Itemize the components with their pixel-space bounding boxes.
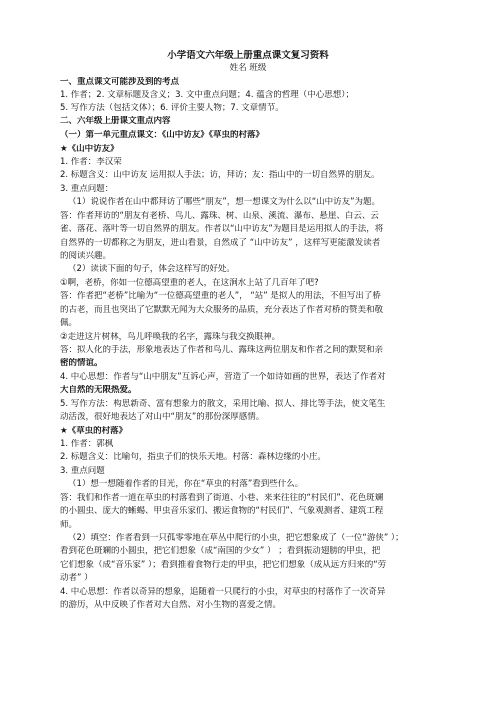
text-line: 1. 作者；2. 文章标题及含义；3. 文中重点问题；4. 蕴含的哲理（中心思想）； [60, 90, 355, 100]
lesson-heading: ★《草虫的村落》 [60, 426, 128, 436]
text-line: 佩。 [60, 318, 78, 328]
text-line: （2）读读下面的句子，体会这样写的好处。 [68, 264, 235, 274]
text-line: ①啊，老桥，你如一位德高望重的老人，在这涧水上站了几百年了吧? [60, 278, 319, 288]
text-line: 5. 写作方法（包括文体）；6. 评价主要人物；7. 文章情节。 [60, 103, 284, 113]
text-line: （2）填空：作者看到一只孤零零地在草丛中爬行的小虫，把它想象成了（一位“游侠” ）； [68, 533, 404, 543]
text-line: 的游历，从中反映了作者对大自然、对小生物的喜爱之情。 [60, 600, 282, 610]
text-line: （1）想一想随着作者的目光，你在“草虫的村落”看到些什么。 [68, 479, 304, 489]
text-line: ②走进这片树林，鸟儿呼唤我的名字，露珠与我交换眼神。 [60, 332, 281, 342]
name-class-line: 姓名 班级 [229, 63, 267, 73]
text-line: 3. 重点问题： [60, 184, 114, 194]
text-line: 答：我们和作者一道在草虫的村落看到了街道、小巷、来来往往的“村民们”、花色斑斓 [60, 493, 384, 503]
text-line: 1. 作者：李汉荣 [60, 157, 122, 167]
text-line: 自然界的一切都称之为朋友，进山看景，自然成了 “山中访友” ，这样写更能激发读者 [60, 238, 381, 248]
text-line: 4. 中心思想：作者与“山中朋友”互诉心声，营造了一个如诗如画的世界，表达了作者对 [60, 372, 386, 382]
text-line: 的阅读兴趣。 [60, 251, 112, 261]
text-line: 5. 写作方法：构思新奇、富有想象力的散文，采用比喻、拟人、排比等手法，使文笔生 [60, 399, 386, 409]
text-line: 动者” ） [60, 573, 93, 583]
text-line: 的小圆虫、庞大的蜥蜴、甲虫音乐家们、搬运食物的“村民们”、气象观测者、建筑工程 [60, 506, 384, 516]
text-line: 它们想象（成“音乐家” ）；看到推着食物行走的甲虫，把它们想象（成从远方归来的“劳 [60, 560, 387, 570]
text-line: 师。 [60, 520, 78, 530]
text-line: 2. 标题含义：比喻句，指虫子们的快乐天地。村落：森林边缘的小庄。 [60, 452, 326, 462]
text-line: 2. 标题含义：山中访友 运用拟人手法；访，拜访；友：指山中的一切自然界的朋友。 [60, 170, 380, 180]
text-line: 答：作者把“老桥”比喻为“一位德高望重的老人”， “站” 是拟人的用法，不但写出了桥 [60, 291, 381, 301]
text-line: 1. 作者：郭枫 [60, 439, 114, 449]
section-heading: 二、六年级上册课文重点内容 [60, 116, 171, 126]
text-line: 4. 中心思想：作者以奇异的想象，追随着一只爬行的小虫，对草虫的村落作了一次奇异 [60, 587, 386, 597]
section-heading: 一、重点课文可能涉及到的考点 [60, 77, 180, 87]
text-line: 大自然的无限热爱。 [60, 385, 137, 395]
lesson-heading: ★《山中访友》 [60, 144, 119, 154]
text-line: 动活泼，很好地表达了对山中“朋友”的那份深厚感情。 [60, 412, 265, 422]
text-line: 密的情谊。 [60, 358, 103, 368]
text-line: 答：作者拜访的“朋友有老桥、鸟儿、露珠、树、山泉、溪流、瀑布、悬崖、白云、云 [60, 211, 379, 221]
text-line: 3. 重点问题 [60, 466, 105, 476]
text-line: 的古老，而且也突出了它默默无闻为大众服务的品质，充分表达了作者对桥的赞美和敬 [60, 305, 384, 315]
subsection-heading: （一）第一单元重点课文：《山中访友》《草虫的村落》 [60, 130, 265, 140]
text-line: （1）说说作者在山中都拜访了哪些“朋友”，想一想课文为什么以“山中访友”为题。 [68, 197, 381, 207]
text-line: 答：拟人化的手法，形象地表达了作者和鸟儿、露珠这两位朋友和作者之间的默契和亲 [60, 345, 384, 355]
document-title: 小学语文六年级上册重点课文复习资料 [167, 50, 329, 61]
text-line: 看到花色斑斓的小圆虫，把它们想象（成“南国的少女” ） ；看到振动翅膀的甲虫，把 [60, 546, 381, 556]
text-line: 雀、落花、落叶等一切自然界的朋友。作者以“山中访友”为题目是运用拟人的手法，将 [60, 224, 384, 234]
